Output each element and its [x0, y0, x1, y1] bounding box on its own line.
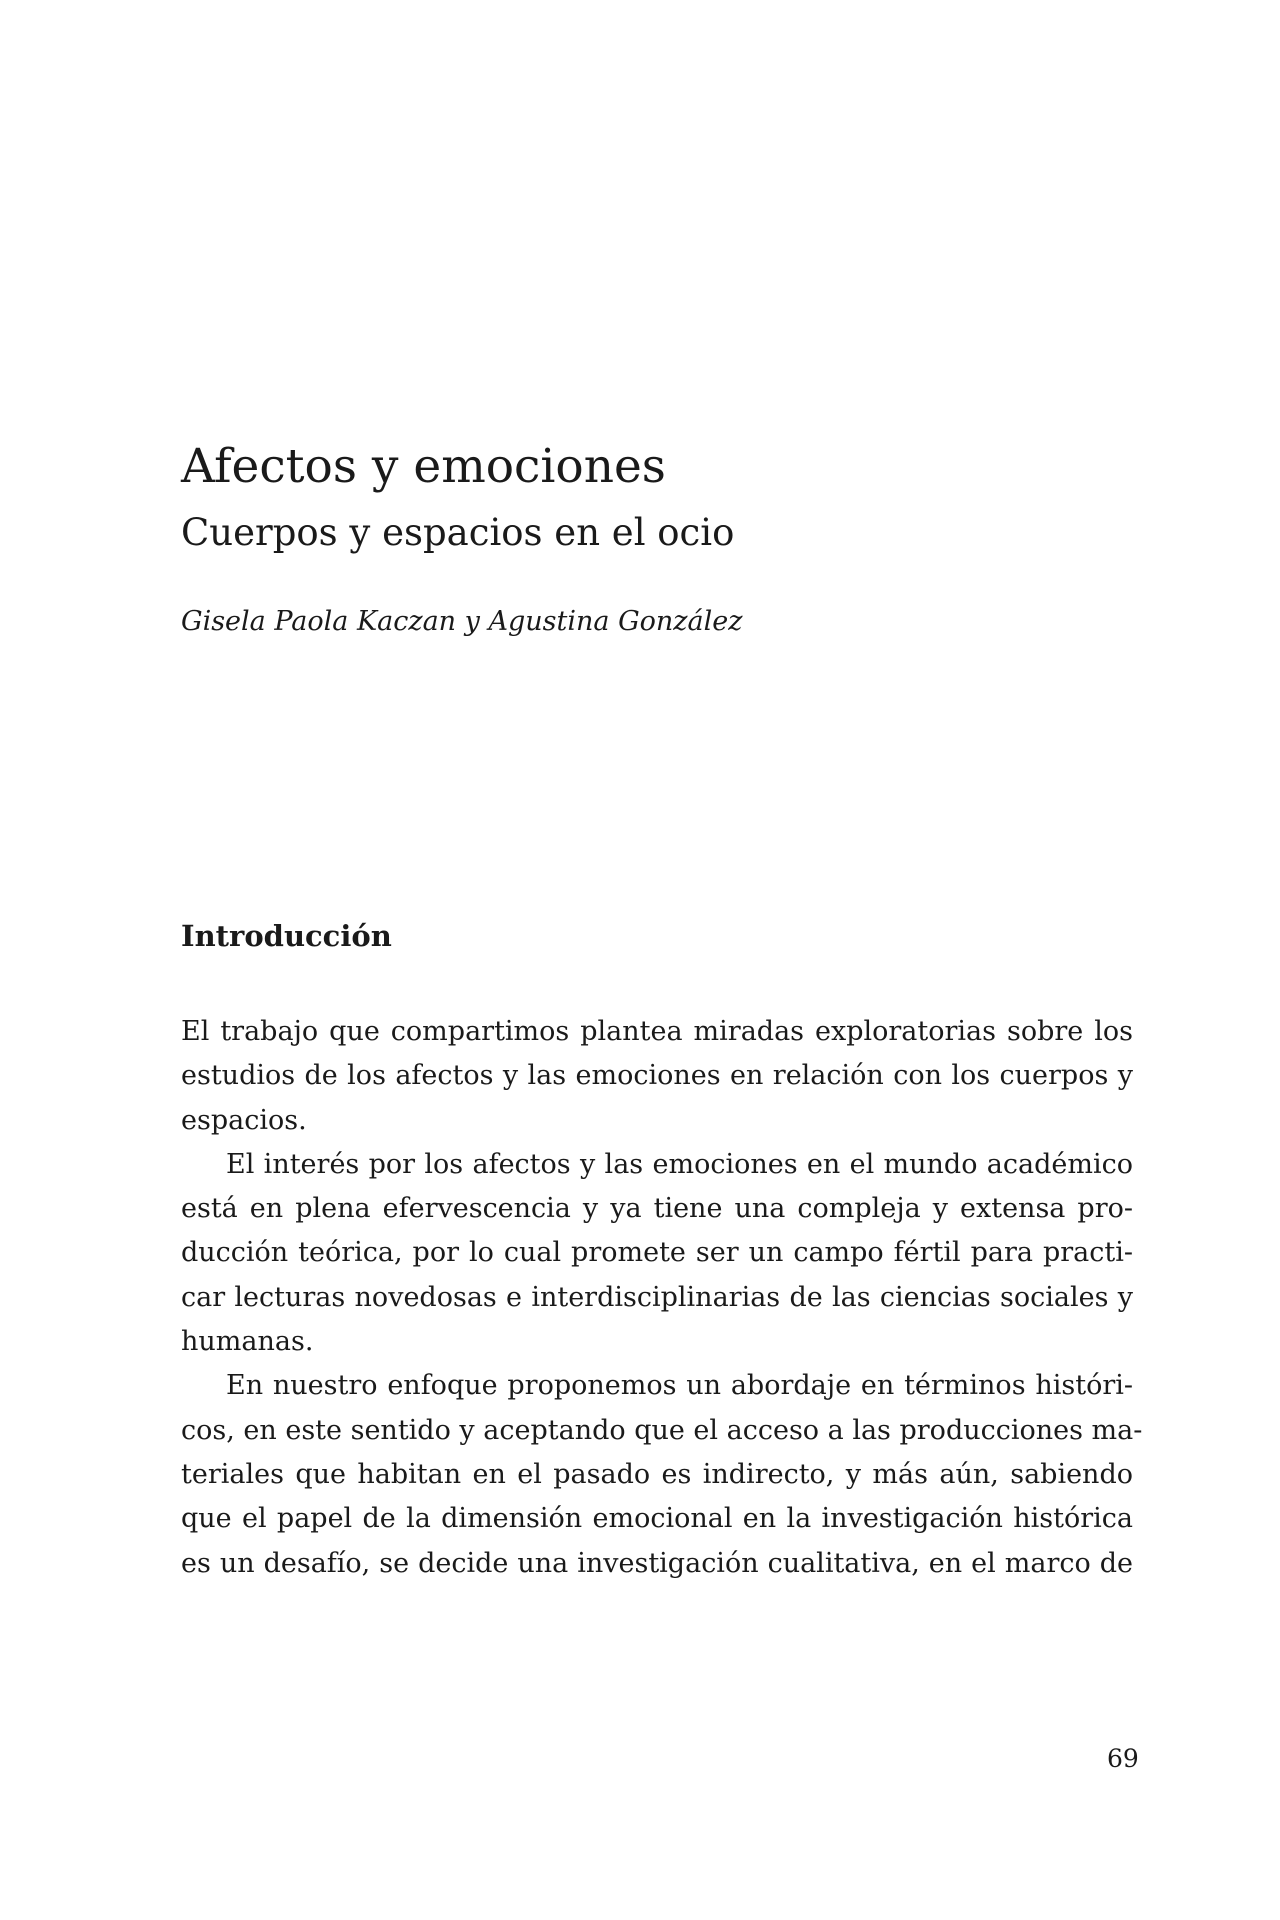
page-number: 69	[1107, 1744, 1139, 1773]
text-line: El interés por los afectos y las emociones en el mundo académico	[226, 1148, 1133, 1180]
chapter-subtitle: Cuerpos y espacios en el ocio	[181, 511, 735, 554]
body-text	[181, 1010, 1143, 1586]
text-line: El trabajo que compartimos plantea miradas exploratorias sobre los	[181, 1016, 1133, 1047]
chapter-title: Afectos y emociones	[181, 439, 666, 494]
text-line: ducción teórica, por lo cual promete ser un campo fértil para practi-	[181, 1237, 1133, 1269]
text-line: cos, en este sentido y aceptando que el acceso a las producciones ma-	[181, 1414, 1143, 1446]
text-line: En nuestro enfoque proponemos un abordaje en términos históri-	[226, 1370, 1133, 1402]
text-line: humanas.	[181, 1326, 314, 1358]
text-line: teriales que habitan en el pasado es indirecto, y más aún, sabiendo	[181, 1458, 1133, 1490]
text-line: estudios de los afectos y las emociones en relación con los cuerpos y	[181, 1060, 1133, 1092]
text-line: que el papel de la dimensión emocional en la investigación histórica	[181, 1503, 1133, 1535]
chapter-authors: Gisela Paola Kaczan y Agustina González	[181, 606, 743, 637]
section-heading: Introducción	[181, 919, 392, 953]
paragraph	[181, 1143, 1133, 1364]
text-line: espacios.	[181, 1104, 307, 1136]
paragraph	[181, 1010, 1133, 1143]
text-line: car lecturas novedosas e interdisciplinarias de las ciencias sociales y	[181, 1281, 1133, 1313]
text-line: está en plena efervescencia y ya tiene una compleja y extensa pro-	[181, 1193, 1133, 1225]
paragraph	[181, 1364, 1143, 1585]
text-line: es un desafío, se decide una investigación cualitativa, en el marco de	[181, 1547, 1133, 1579]
